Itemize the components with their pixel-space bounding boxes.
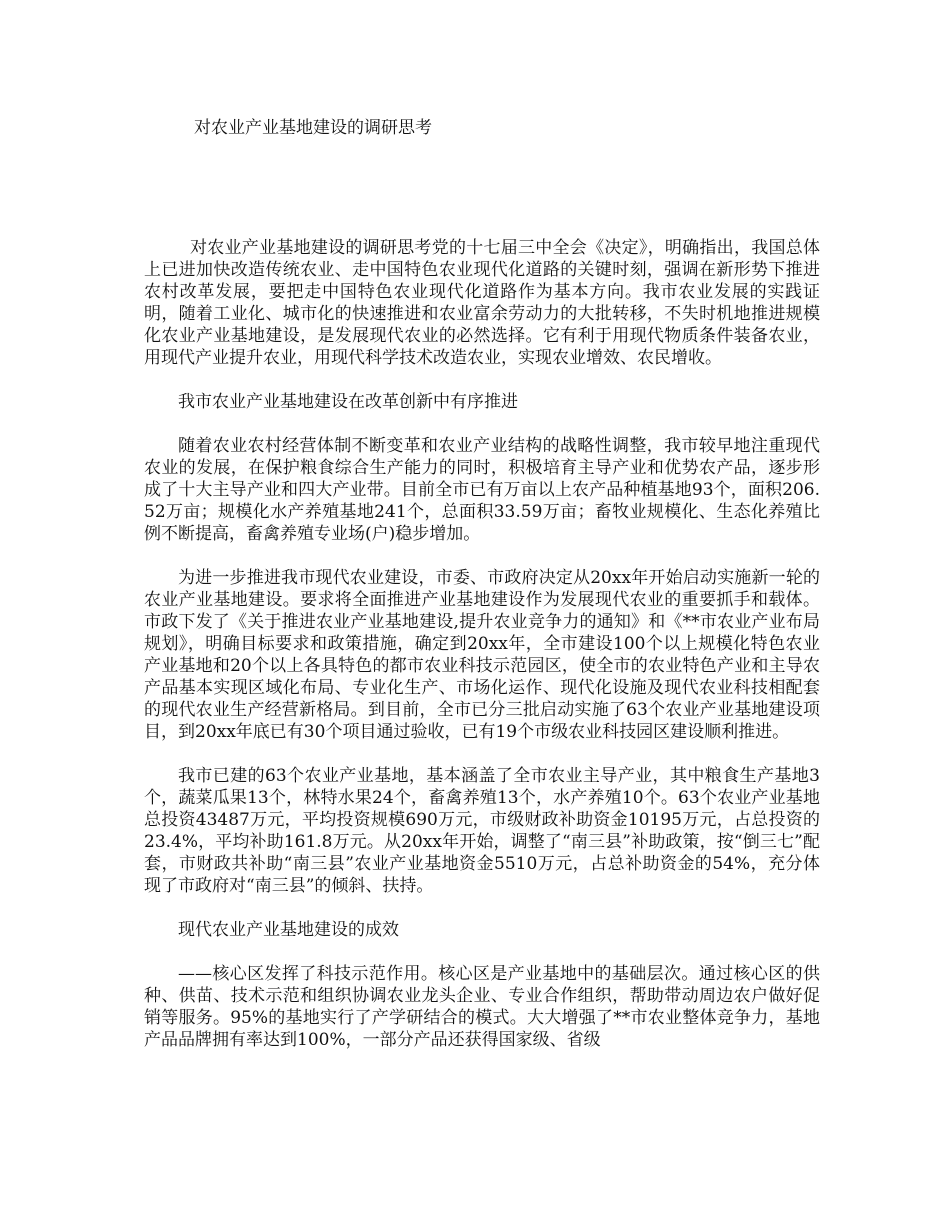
document-title: 对农业产业基地建设的调研思考: [194, 118, 432, 138]
document-body: [144, 237, 820, 1073]
section-heading-progress: 我市农业产业基地建设在改革创新中有序推进: [178, 392, 518, 412]
section-heading-achievements: 现代农业产业基地建设的成效: [178, 920, 399, 940]
paragraph-industry-structure: 随着农业农村经营体制不断变革和农业产业结构的战略性调整，我市较早地注重现代农业的发展，在保护粮食综合生产能力的同时，积极培育主导产业和优势农产品，逐步形成了十大主导产业和四大产业带。目前全市已有万亩以上农产品种植基地93个，面积206.52万亩；规模化水产养殖基地241个，总面积33.59万亩；畜牧业规模化、生态化养殖比例不断提高，畜禽养殖专业场(户)稳步增加。: [144, 436, 820, 544]
paragraph-new-round-construction: 为进一步推进我市现代农业建设，市委、市政府决定从20xx年开始启动实施新一轮的农业产业基地建设。要求将全面推进产业基地建设作为发展现代农业的重要抓手和载体。市政下发了《关于推进农业产业基地建设,提升农业竞争力的通知》和《**市农业产业布局规划》，明确目标要求和政策措施，确定到20xx年，全市建设100个以上规模化特色农业产业基地和20个以上各具特色的都市农业科技示范园区，使全市的农业特色产业和主导农产品基本实现区域化布局、专业化生产、市场化运作、现代化设施及现代农业科技相配套的现代农业生产经营新格局。到目前，全市已分三批启动实施了63个农业产业基地建设项目，到20xx年底已有30个项目通过验收，已有19个市级农业科技园区建设顺利推进。: [144, 568, 820, 742]
paragraph-base-statistics: 我市已建的63个农业产业基地，基本涵盖了全市农业主导产业，其中粮食生产基地3个，蔬菜瓜果13个，林特水果24个，畜禽养殖13个，水产养殖10个。63个农业产业基地总投资43487万元，平均投资规模690万元，市级财政补助资金10195万元，占总投资的23.4%，平均补助161.8万元。从20xx年开始，调整了“南三县”补助政策，按“倒三七”配套，市财政共补助“南三县”农业产业基地资金5510万元，占总补助资金的54%，充分体现了市政府对“南三县”的倾斜、扶持。: [144, 766, 820, 896]
intro-paragraph: 对农业产业基地建设的调研思考党的十七届三中全会《决定》，明确指出，我国总体上已进加快改造传统农业、走中国特色农业现代化道路的关键时刻，强调在新形势下推进农村改革发展，要把走中国特色农业现代化道路作为基本方向。我市农业发展的实践证明，随着工业化、城市化的快速推进和农业富余劳动力的大批转移，不失时机地推进规模化农业产业基地建设，是发展现代农业的必然选择。它有利于用现代物质条件装备农业，用现代产业提升农业，用现代科学技术改造农业，实现农业增效、农民增收。: [144, 238, 820, 368]
paragraph-core-area: ——核心区发挥了科技示范作用。核心区是产业基地中的基础层次。通过核心区的供种、供苗、技术示范和组织协调农业龙头企业、专业合作组织，帮助带动周边农户做好促销等服务。95%的基地实行了产学研结合的模式。大大增强了**市农业整体竞争力，基地产品品牌拥有率达到100%，一部分产品还获得国家级、省级: [144, 964, 820, 1050]
